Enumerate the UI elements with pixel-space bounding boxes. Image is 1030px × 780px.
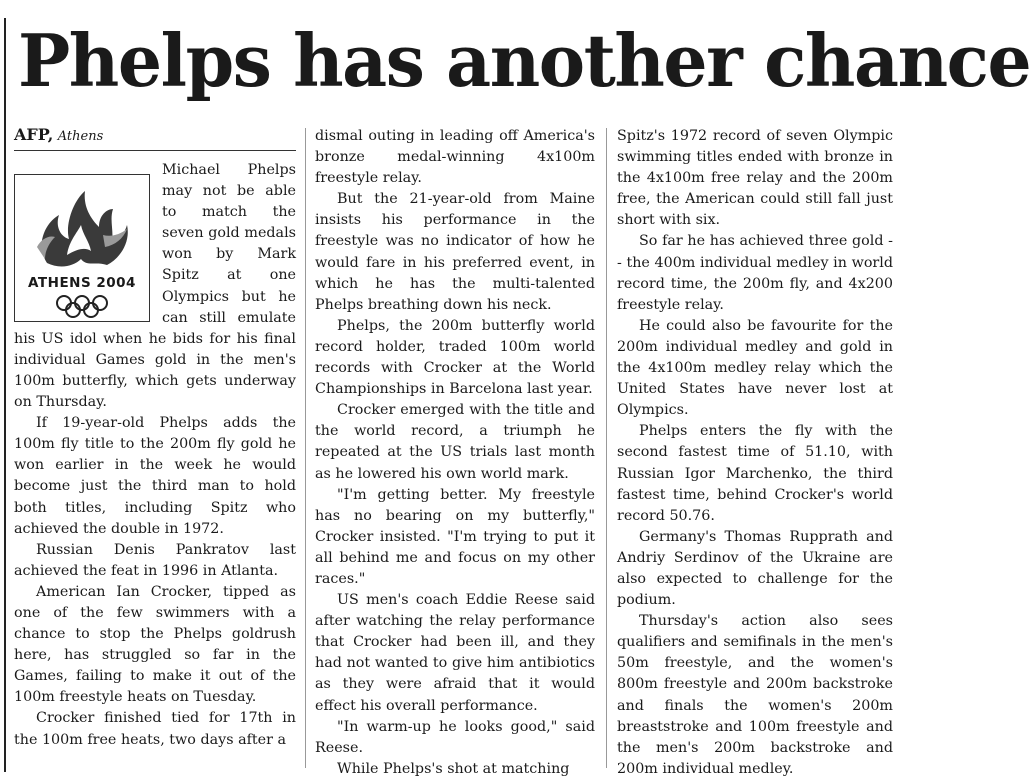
paragraph: Crocker finished tied for 17th in the 100m free heats, two days after a: [14, 710, 296, 748]
paragraph: US men's coach Eddie Reese said after watching the relay performance that Crocker had been ill, and they had not wanted to give him antibiotics as they were afraid that it would effect his overall performance.: [315, 592, 595, 714]
article-column-3: [617, 126, 893, 780]
paragraph: Germany's Thomas Rupprath and Andriy Serdinov of the Ukraine are also expected to challenge for the podium.: [617, 528, 893, 609]
paragraph: Russian Denis Pankratov last achieved the feat in 1996 in Atlanta.: [14, 541, 296, 579]
paragraph: dismal outing in leading off America's bronze medal-winning 4x100m freestyle relay.: [315, 128, 595, 187]
paragraph: Michael Phelps may not be able to match the seven gold medals won by Mark Spitz at one Olympics but he can still emulate his US idol when he bids for his final individual Games gold in the men's 100m butterfly, which gets underway on Thursday.: [14, 162, 296, 411]
paragraph: American Ian Crocker, tipped as one of the few swimmers with a chance to stop the Phelps goldrush here, has struggled so far in the Games, failing to make it out of the 100m freestyle heats on Tuesday.: [14, 583, 296, 706]
paragraph: While Phelps's shot at matching: [337, 760, 570, 777]
paragraph: Phelps enters the fly with the second fastest time of 51.10, with Russian Igor Marchenko, the third fastest time, behind Crocker's world record 50.76.: [617, 423, 893, 524]
paragraph: If 19-year-old Phelps adds the 100m fly title to the 200m fly gold he won earlier in the week he would become just the third man to hold both titles, including Spitz who achieved the double in 1972.: [14, 415, 296, 537]
byline-agency: AFP,: [14, 125, 54, 144]
paragraph: So far he has achieved three gold -- the 400m individual medley in world record time, the 200m fly, and 4x200 freestyle relay.: [617, 233, 893, 313]
headline: Phelps has another chance: [18, 18, 1030, 103]
logo-text: ATHENS 2004: [28, 275, 136, 291]
paragraph: "I'm getting better. My freestyle has no bearing on my butterfly," Crocker insisted. "I'm trying to put it all behind me and focus on my other races.": [315, 486, 595, 587]
paragraph: "In warm-up he looks good," said Reese.: [315, 718, 595, 756]
article-column-1: [14, 160, 296, 751]
article-column-2: [315, 126, 595, 780]
byline: [14, 126, 296, 151]
olympic-rings-icon: [57, 296, 107, 317]
column-rule-2: [606, 128, 607, 768]
olympic-flame-emblem-icon: [15, 175, 149, 321]
athens-2004-logo: [14, 174, 150, 322]
column-rule-1: [305, 128, 306, 768]
paragraph: Phelps, the 200m butterfly world record holder, traded 100m world records with Crocker at the World Championships in Barcelona last year.: [315, 317, 595, 398]
paragraph: Crocker emerged with the title and the world record, a triumph he repeated at the US trials last month as he lowered his own world mark.: [315, 402, 595, 482]
paragraph: But the 21-year-old from Maine insists his performance in the freestyle was no indicator of how he would fare in his preferred event, in which he has the multi-talented Phelps breathing down his neck.: [315, 191, 595, 313]
paragraph: He could also be favourite for the 200m individual medley and gold in the 4x100m medley relay which the United States have never lost at Olympics.: [617, 317, 893, 419]
left-column-rule: [4, 18, 6, 772]
byline-place: Athens: [57, 129, 104, 144]
paragraph: Thursday's action also sees qualifiers and semifinals in the men's 50m freestyle, and the women's 800m freestyle and 200m backstroke and finals the women's 200m breaststroke and 100m freestyle and the men's 200m backstroke and 200m individual medley.: [617, 613, 893, 777]
paragraph: Spitz's 1972 record of seven Olympic swimming titles ended with bronze in the 4x100m free relay and the 200m free, the American could still fall just short with six.: [617, 128, 893, 229]
